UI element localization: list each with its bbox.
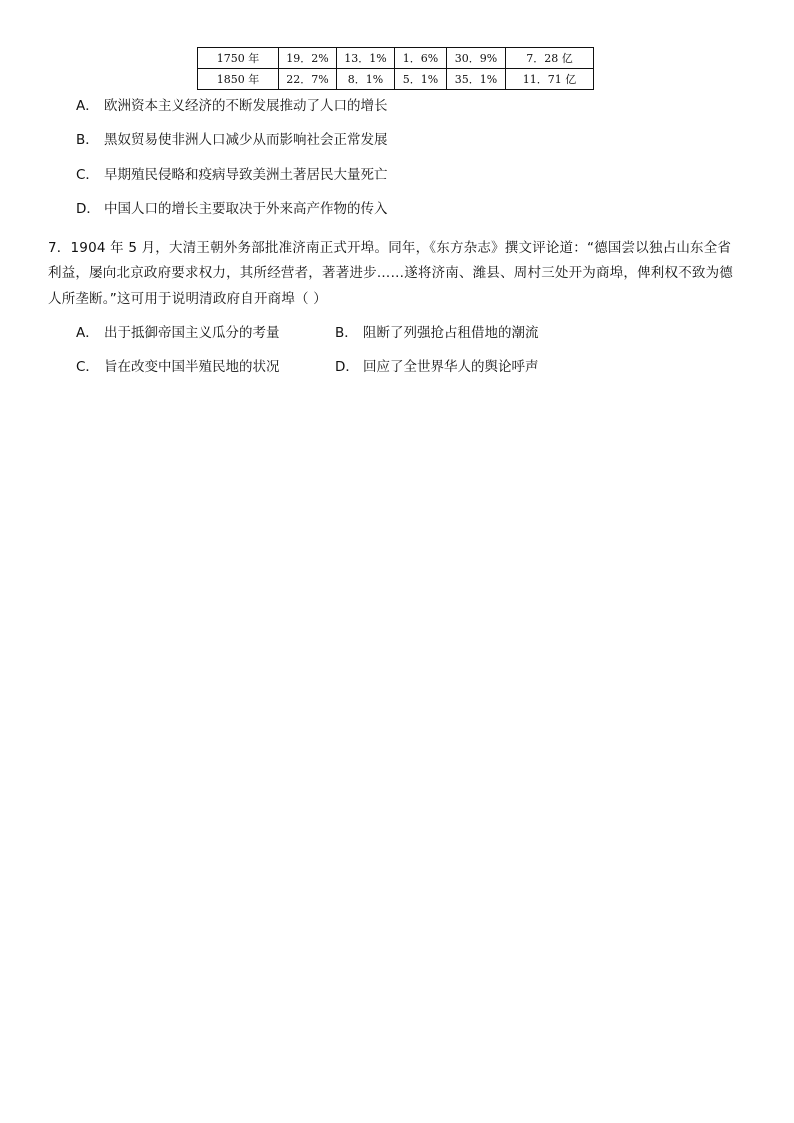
option-letter: D． (335, 359, 359, 375)
table-row (198, 69, 594, 90)
population-table (197, 47, 594, 90)
option-letter: C． (76, 167, 99, 183)
q7-stem-line: 利益，屡向北京政府要求权力，其所经营者，著著进步……遂将济南、潍县、周村三处开为商埠，俾利权不致为德 (48, 265, 733, 281)
table-cell: 22．7% (279, 69, 337, 90)
option-letter: B． (335, 325, 358, 341)
table-cell: 1．6% (395, 48, 447, 69)
option-text: 出于抵御帝国主义瓜分的考量 (104, 325, 280, 341)
option-text: 旨在改变中国半殖民地的状况 (104, 359, 280, 375)
option-text: 中国人口的增长主要取决于外来高产作物的传入 (104, 201, 388, 217)
table-cell: 7．28 亿 (506, 48, 594, 69)
q6-option-b[interactable] (76, 131, 388, 149)
option-letter: D． (76, 201, 100, 217)
q7-option-d[interactable] (335, 358, 539, 376)
table-cell: 30．9% (447, 48, 506, 69)
q7-option-c[interactable] (76, 358, 280, 376)
q7-option-a[interactable] (76, 324, 280, 342)
table-cell: 19．2% (279, 48, 337, 69)
table-cell: 1750 年 (198, 48, 279, 69)
table-row (198, 48, 594, 69)
option-text: 黑奴贸易使非洲人口减少从而影响社会正常发展 (104, 132, 388, 148)
table-cell: 5．1% (395, 69, 447, 90)
table-cell: 35．1% (447, 69, 506, 90)
table-cell: 8．1% (337, 69, 395, 90)
option-letter: B． (76, 132, 99, 148)
table-cell: 1850 年 (198, 69, 279, 90)
option-text: 早期殖民侵略和疫病导致美洲土著居民大量死亡 (104, 167, 388, 183)
q7-stem-line: 7．1904 年 5 月，大清王朝外务部批准济南正式开埠。同年，《东方杂志》撰文评论道：“德国尝以独占山东全省 (48, 240, 732, 256)
option-letter: A． (76, 325, 99, 341)
option-letter: C． (76, 359, 99, 375)
option-letter: A． (76, 98, 99, 114)
q6-option-d[interactable] (76, 200, 388, 218)
option-text: 阻断了列强抢占租借地的潮流 (363, 325, 539, 341)
q7-stem-line: 人所垄断。”这可用于说明清政府自开商埠（ ） (48, 291, 327, 307)
q6-option-c[interactable] (76, 166, 388, 184)
option-text: 欧洲资本主义经济的不断发展推动了人口的增长 (104, 98, 388, 114)
q6-option-a[interactable] (76, 97, 388, 115)
table-cell: 11．71 亿 (506, 69, 594, 90)
q7-option-b[interactable] (335, 324, 539, 342)
option-text: 回应了全世界华人的舆论呼声 (363, 359, 539, 375)
table-cell: 13．1% (337, 48, 395, 69)
